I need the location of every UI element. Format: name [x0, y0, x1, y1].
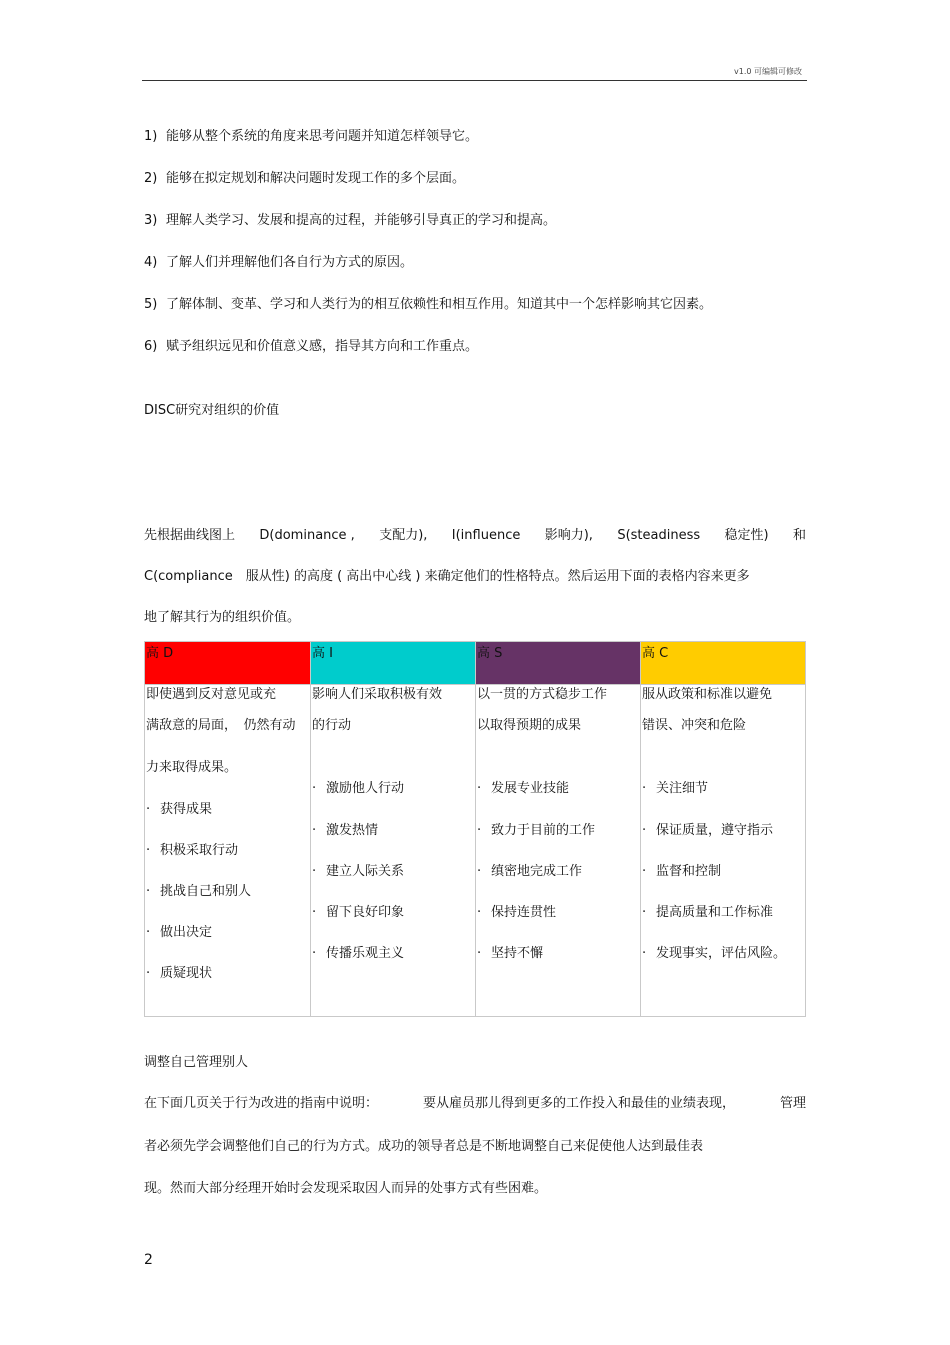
cell-bullet-text: 激发热情 — [326, 823, 379, 838]
disc-table — [144, 641, 806, 1017]
intro-segment: I(influence — [451, 528, 521, 543]
list-item-text: 理解人类学习、发展和提高的过程，并能够引导真正的学习和提高。 — [166, 213, 557, 228]
cell-description-line: 即使遇到反对意见或充 — [146, 687, 277, 702]
header-version: v1.0 可编辑可修改 — [734, 67, 802, 76]
cell-bullet-line — [145, 953, 310, 994]
intro-segment: 和 — [792, 528, 806, 543]
cell-bullet-line — [145, 871, 310, 912]
list-item — [144, 212, 556, 230]
cell-bullet-line — [145, 789, 310, 830]
para2-line-1 — [144, 1095, 806, 1113]
cell-description-line: 影响人们采取积极有效 — [312, 687, 443, 702]
list-item-number: 4) — [144, 255, 158, 270]
list-item-number: 6) — [144, 339, 158, 354]
cell-bullet-text: 传播乐观主义 — [326, 946, 405, 961]
cell-bullet-text: 发展专业技能 — [491, 781, 570, 796]
section2-title: 调整自己管理别人 — [144, 1055, 249, 1070]
cell-description-line: 满敌意的局面， 仍然有动 — [146, 718, 296, 733]
cell-bullet-text: 激励他人行动 — [326, 781, 405, 796]
list-item-text: 赋予组织远见和价值意义感，指导其方向和工作重点。 — [166, 339, 479, 354]
page-number: 2 — [144, 1252, 153, 1268]
cell-bullet-text: 提高质量和工作标准 — [656, 905, 774, 920]
bullet-icon: · — [642, 864, 647, 879]
list-item — [144, 128, 478, 146]
bullet-icon: · — [477, 781, 482, 796]
para2-line-3: 现。然而大部分经理开始时会发现采取因人而异的处事方式有些困难。 — [144, 1181, 548, 1196]
para2-segment: 要从雇员那儿得到更多的工作投入和最佳的业绩表现， — [422, 1096, 735, 1111]
cell-bullet-line — [641, 851, 805, 892]
table-body-row — [145, 685, 806, 1017]
cell-description-line: 的行动 — [312, 718, 352, 733]
bullet-icon: · — [146, 802, 151, 817]
column-header: 高 I — [311, 642, 476, 685]
cell-description-line: 服从政策和标准以避免 — [642, 687, 773, 702]
cell-bullet-text: 积极采取行动 — [160, 843, 239, 858]
list-item-text: 了解体制、变革、学习和人类行为的相互依赖性和相互作用。知道其中一个怎样影响其它因素。 — [166, 297, 713, 312]
cell-bullet-text: 留下良好印象 — [326, 905, 405, 920]
cell-bullet-line — [476, 851, 640, 892]
column-cell — [311, 685, 476, 1017]
bullet-icon: · — [146, 925, 151, 940]
cell-bullet-line — [145, 912, 310, 953]
cell-bullet-text: 做出决定 — [160, 925, 213, 940]
cell-bullet-text: 发现事实，评估风险。 — [656, 946, 787, 961]
cell-bullet-line — [476, 933, 640, 974]
intro-line-2: C(compliance 服从性) 的高度 ( 高出中心线 ) 来确定他们的性格特点。然后运用下面的表格内容来更多 — [144, 569, 750, 584]
list-item-number: 1) — [144, 129, 158, 144]
intro-segment: D(dominance , — [259, 528, 355, 543]
bullet-icon: · — [312, 905, 317, 920]
list-item — [144, 338, 478, 356]
cell-bullet-text: 建立人际关系 — [326, 864, 405, 879]
para2-segment: 在下面几页关于行为改进的指南中说明： — [144, 1096, 379, 1111]
cell-bullet-text: 监督和控制 — [656, 864, 722, 879]
intro-line-1 — [144, 527, 806, 545]
list-item — [144, 170, 465, 188]
cell-bullet-line — [311, 747, 475, 810]
intro-segment: S(steadiness — [617, 528, 701, 543]
header-rule — [142, 80, 807, 81]
bullet-icon: · — [642, 823, 647, 838]
bullet-icon: · — [477, 946, 482, 961]
list-item-text: 能够在拟定规划和解决问题时发现工作的多个层面。 — [166, 171, 466, 186]
column-cell — [476, 685, 641, 1017]
bullet-icon: · — [477, 905, 482, 920]
para2-segment: 管理 — [779, 1096, 806, 1111]
cell-bullet-line — [476, 810, 640, 851]
cell-bullet-line — [641, 892, 805, 933]
intro-segment: 先根据曲线图上 — [144, 528, 236, 543]
list-item — [144, 254, 413, 272]
bullet-icon: · — [312, 823, 317, 838]
cell-bullet-text: 缜密地完成工作 — [491, 864, 583, 879]
cell-bullet-text: 致力于目前的工作 — [491, 823, 596, 838]
cell-bullet-line — [641, 747, 805, 810]
bullet-icon: · — [146, 966, 151, 981]
cell-bullet-text: 坚持不懈 — [491, 946, 544, 961]
column-cell — [145, 685, 311, 1017]
bullet-icon: · — [146, 884, 151, 899]
cell-description-line: 错误、冲突和危险 — [642, 718, 747, 733]
cell-bullet-text: 挑战自己和别人 — [160, 884, 252, 899]
bullet-icon: · — [477, 823, 482, 838]
bullet-icon: · — [312, 864, 317, 879]
list-item-number: 5) — [144, 297, 158, 312]
cell-bullet-line — [476, 747, 640, 810]
cell-bullet-line — [311, 810, 475, 851]
list-item-number: 3) — [144, 213, 158, 228]
cell-bullet-text: 质疑现状 — [160, 966, 213, 981]
table-header-row — [145, 642, 806, 685]
list-item-text: 了解人们并理解他们各自行为方式的原因。 — [166, 255, 414, 270]
cell-description-line: 以取得预期的成果 — [477, 718, 582, 733]
intro-segment: 支配力), — [379, 528, 428, 543]
cell-description-line: 以一贯的方式稳步工作 — [477, 687, 608, 702]
list-item-text: 能够从整个系统的角度来思考问题并知道怎样领导它。 — [166, 129, 479, 144]
cell-bullet-text: 获得成果 — [160, 802, 213, 817]
bullet-icon: · — [477, 864, 482, 879]
bullet-icon: · — [312, 781, 317, 796]
intro-segment: 影响力), — [544, 528, 593, 543]
intro-line-3: 地了解其行为的组织价值。 — [144, 610, 301, 625]
list-item-number: 2) — [144, 171, 158, 186]
bullet-icon: · — [642, 946, 647, 961]
cell-bullet-line — [311, 851, 475, 892]
cell-bullet-line — [311, 892, 475, 933]
cell-bullet-line — [641, 810, 805, 851]
cell-description-line: 力来取得成果。 — [146, 760, 238, 775]
cell-bullet-text: 关注细节 — [656, 781, 709, 796]
cell-bullet-text: 保持连贯性 — [491, 905, 557, 920]
bullet-icon: · — [146, 843, 151, 858]
list-item — [144, 296, 712, 314]
column-header: 高 C — [641, 642, 806, 685]
cell-bullet-line — [476, 892, 640, 933]
cell-bullet-text: 保证质量，遵守指示 — [656, 823, 774, 838]
para2-line-2: 者必须先学会调整他们自己的行为方式。成功的领导者总是不断地调整自己来促使他人达到最佳表 — [144, 1139, 704, 1154]
column-cell — [641, 685, 806, 1017]
column-header: 高 S — [476, 642, 641, 685]
bullet-icon: · — [312, 946, 317, 961]
cell-bullet-line — [145, 830, 310, 871]
intro-segment: 稳定性) — [724, 528, 769, 543]
column-header: 高 D — [145, 642, 311, 685]
cell-bullet-line — [641, 933, 805, 974]
cell-bullet-line — [311, 933, 475, 974]
bullet-icon: · — [642, 781, 647, 796]
section-title: DISC研究对组织的价值 — [144, 403, 280, 418]
bullet-icon: · — [642, 905, 647, 920]
